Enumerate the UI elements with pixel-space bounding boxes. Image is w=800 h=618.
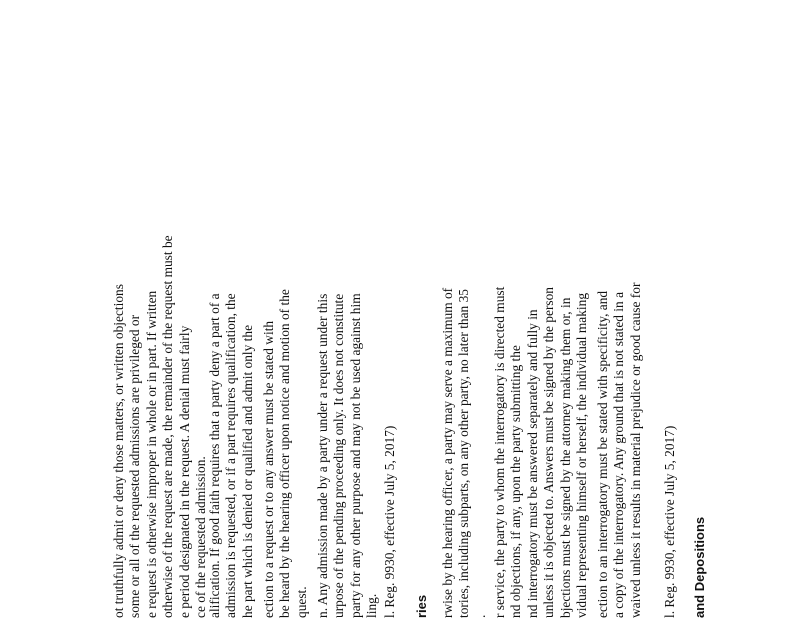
document-body: [111, 120, 651, 618]
text-line: .: [472, 614, 488, 618]
text-line: he part which is denied or qualified and admit only the: [239, 324, 255, 618]
text-line: bjections must be signed by the attorney making them or, in: [557, 297, 573, 618]
rotated-document-page-continued: [662, 120, 722, 618]
text-line: rwise by the hearing officer, a party may serve a maximum of: [440, 287, 455, 618]
text-line: vidual representing himself or herself, the individual making: [573, 292, 589, 618]
text-line: urpose of the pending proceeding only. It does not constitute: [331, 293, 347, 618]
text-line: n. Any admission made by a party under a request under this: [315, 293, 330, 618]
paragraph-interrogatory-answers: [492, 120, 590, 618]
heading-text: and Depositions: [692, 516, 707, 618]
text-line: party for any other purpose and may not be used against him: [347, 293, 363, 618]
section-heading-depositions: [692, 120, 708, 618]
text-line: ection to an interrogatory must be stated with specificity, and: [595, 290, 610, 618]
text-line: ce of the requested admission.: [192, 456, 208, 618]
text-line: ection to a request or to any answer must be stated with: [261, 320, 276, 618]
text-line: r service, the party to whom the interrogatory is directed must: [492, 286, 507, 618]
paragraph-objection-to-request: [261, 120, 310, 618]
history-note: [662, 120, 678, 618]
paragraph-interrogatory-limit: [440, 120, 489, 618]
text-line: ot truthfully admit or deny those matters, or written objections: [111, 284, 126, 618]
text-line: l. Reg. 9930, effective July 5, 2017): [382, 425, 397, 618]
text-line: otherwise of the request are made, the remainder of the request must be: [160, 235, 176, 618]
paragraph-admission-answers: [111, 120, 209, 618]
paragraph-effect-of-admission: [315, 120, 381, 618]
history-note: [382, 120, 398, 618]
text-line: some or all of the requested admissions are privileged or: [127, 314, 143, 618]
text-line: e request is otherwise improper in whole or in part. If written: [143, 290, 159, 618]
text-line: admission is requested, or if a part requires qualification, the: [223, 293, 239, 618]
rotated-document-page: [111, 120, 651, 618]
text-line: l. Reg. 9930, effective July 5, 2017): [662, 425, 677, 618]
paragraph-qualification: [207, 120, 256, 618]
text-line: tories, including subparts, on any other party, no later than 35: [456, 289, 472, 618]
heading-text: ries: [414, 594, 429, 618]
text-line: waived unless it results in material prejudice or good cause for: [627, 282, 643, 618]
section-heading-interrogatories: [414, 120, 430, 618]
text-line: alification. If good faith requires that a party deny a part of a: [207, 293, 222, 618]
text-line: ling.: [364, 593, 380, 618]
text-line: be heard by the hearing officer upon notice and motion of the: [277, 289, 293, 618]
text-line: nd interrogatory must be answered separately and fully in: [524, 309, 540, 618]
text-line: unless it is objected to. Answers must be signed by the person: [541, 286, 557, 618]
paragraph-interrogatory-objections: [595, 120, 644, 618]
text-line: nd objections, if any, upon the party submitting the: [508, 345, 524, 618]
text-line: a copy of the interrogatory. Any ground that is not stated in a: [611, 291, 627, 618]
text-line: e period designated in the request. A denial must fairly: [176, 325, 192, 618]
text-line: quest.: [293, 586, 309, 618]
